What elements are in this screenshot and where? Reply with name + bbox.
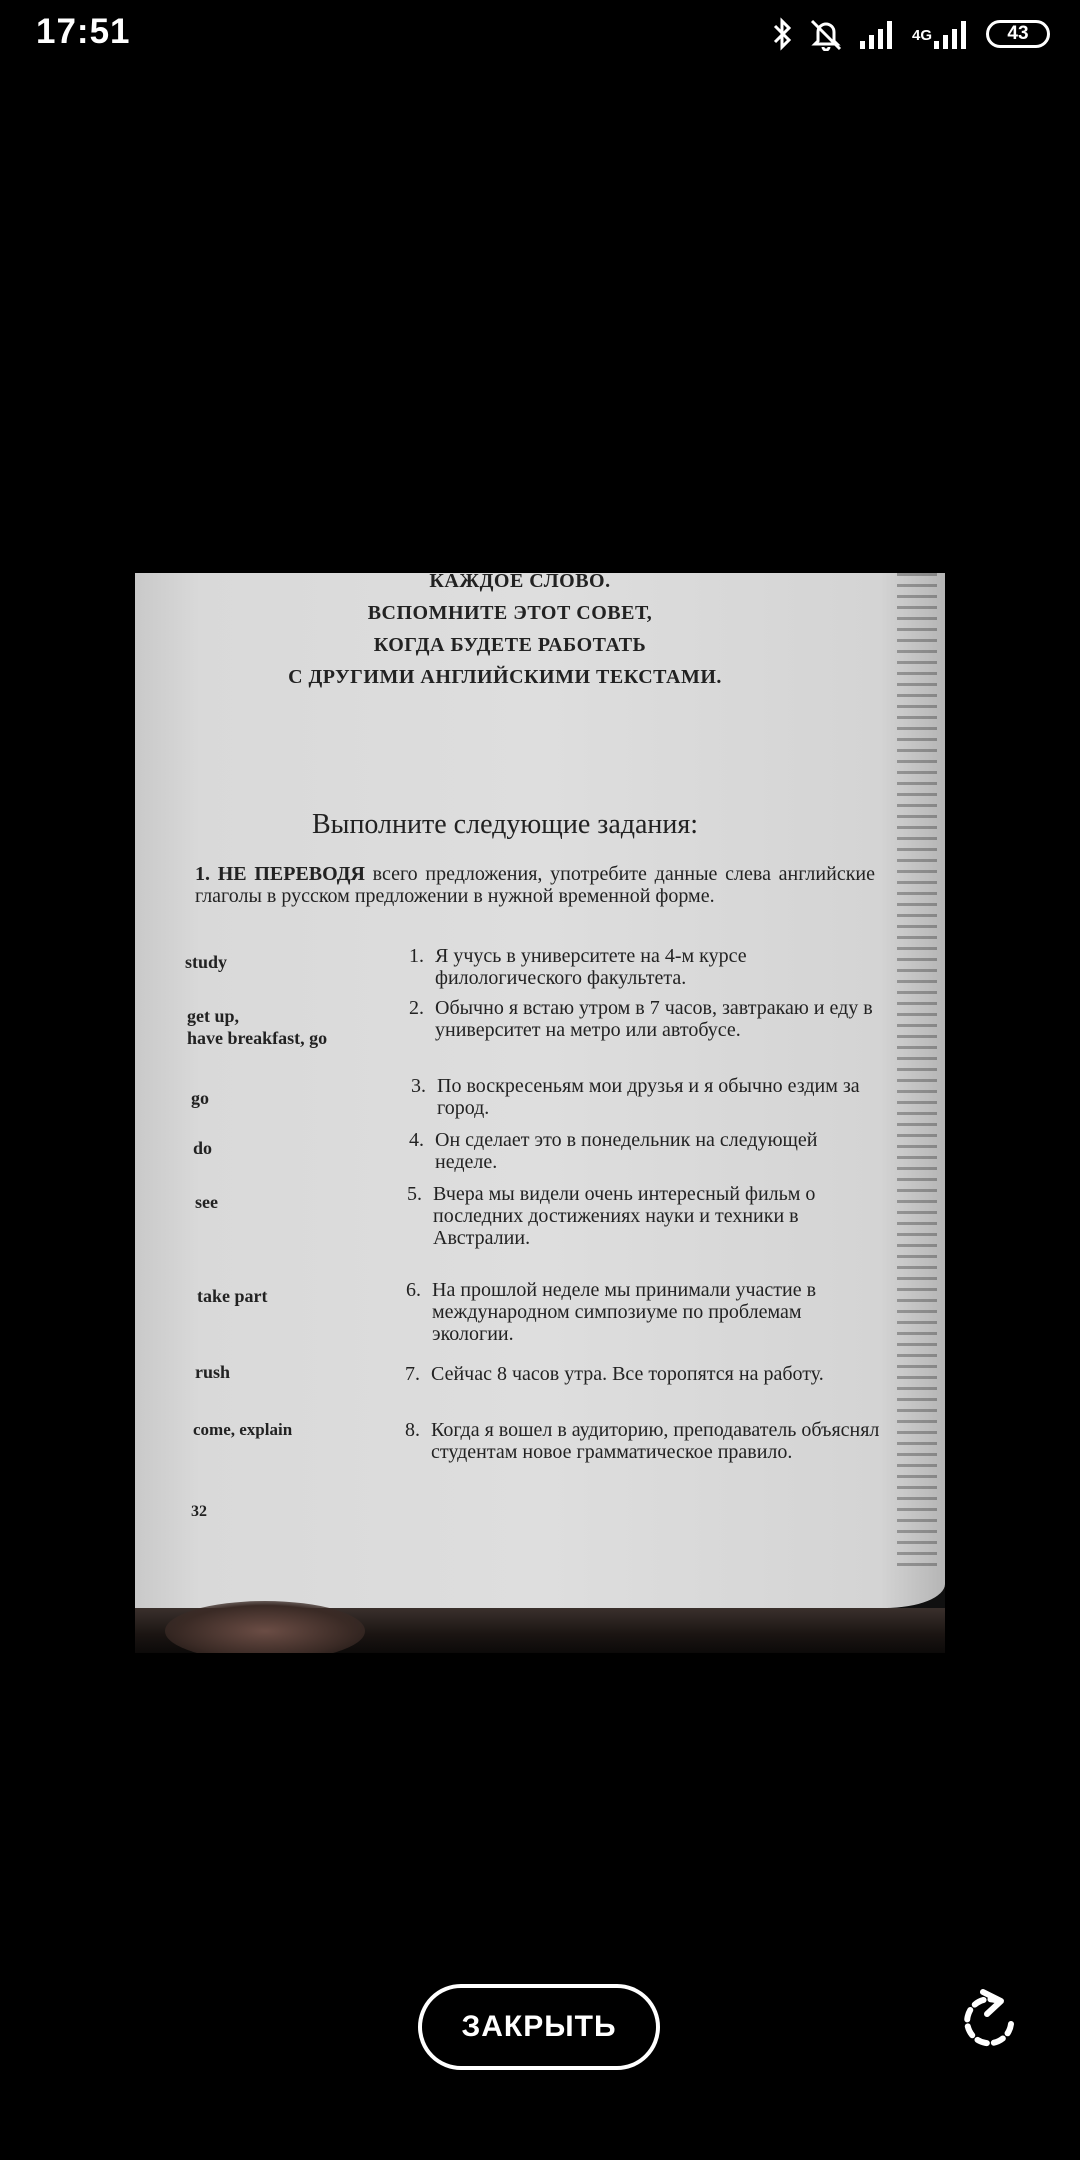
exercise-text: По воскресеньям мои друзья и я обычно ездим за город.	[437, 1075, 860, 1119]
exercise-number: 6.	[406, 1279, 421, 1301]
exercise-number: 7.	[405, 1363, 420, 1385]
task-intro-text: всего предложения, употребите данные слева английские глаголы в русском предложении в нужной временной форме.	[195, 863, 875, 907]
document-page	[135, 573, 945, 1608]
exercise-verb: take part	[197, 1286, 268, 1306]
rotate-icon	[955, 1986, 1025, 2056]
exercise-text: Когда я вошел в аудиторию, преподаватель объяснял студентам новое грамматическое правило.	[431, 1419, 880, 1463]
exercise-sentence	[409, 997, 875, 1041]
advice-block	[215, 573, 855, 693]
network-type-label: 4G	[911, 27, 932, 44]
exercise-verb: see	[195, 1192, 218, 1212]
exercise-text: Вчера мы видели очень интересный фильм о последних достижениях науки и техники в Австралии.	[433, 1183, 816, 1249]
battery-level: 43	[1007, 23, 1029, 44]
exercise-number: 5.	[407, 1183, 422, 1205]
close-button[interactable]: ЗАКРЫТЬ	[418, 1984, 660, 2070]
exercise-verb-line: get up,	[187, 1006, 240, 1026]
exercise-sentence	[405, 1419, 881, 1463]
exercise-text: Я учусь в университете на 4-м курсе филологического факультета.	[435, 945, 747, 989]
exercise-text: Сейчас 8 часов утра. Все торопятся на работу.	[431, 1363, 824, 1385]
exercise-verb: go	[191, 1088, 209, 1108]
signal-4g-group	[912, 19, 972, 49]
task-heading: Выполните следующие задания:	[311, 809, 699, 840]
exercise-verb: rush	[195, 1362, 231, 1382]
signal-4g-icon	[932, 19, 972, 49]
signal-icon	[858, 19, 898, 49]
exercise-number: 1.	[409, 945, 424, 967]
exercise-verb: study	[185, 952, 228, 972]
exercise-sentence	[407, 1183, 887, 1249]
exercise-text: На прошлой неделе мы принимали участие в международном симпозиуме по проблемам экологии.	[432, 1279, 817, 1345]
exercise-text: Он сделает это в понедельник на следующей неделе.	[435, 1129, 818, 1173]
task-intro	[195, 863, 875, 907]
status-time: 17:51	[36, 12, 131, 51]
exercise-number: 4.	[409, 1129, 424, 1151]
exercise-sentence	[411, 1075, 877, 1119]
exercise-verb: do	[193, 1138, 213, 1158]
exercise-sentence	[409, 1129, 877, 1173]
alarm-off-icon	[808, 17, 844, 51]
task-intro-bold: 1. НЕ ПЕРЕВОДЯ	[195, 863, 365, 885]
exercise-text: Обычно я встаю утром в 7 часов, завтракаю и еду в университет на метро или автобусе.	[435, 997, 873, 1041]
page-number: 32	[191, 1503, 207, 1520]
bluetooth-icon	[772, 17, 794, 51]
exercise-verb: come, explain	[193, 1420, 293, 1439]
photo-viewer[interactable]	[135, 573, 945, 1653]
advice-line: КОГДА БУДЕТЕ РАБОТАТЬ	[373, 634, 647, 656]
exercise-sentence	[405, 1363, 887, 1385]
advice-line: ВСПОМНИТЕ ЭТОТ СОВЕТ,	[367, 602, 653, 624]
exercise-number: 2.	[409, 997, 424, 1019]
exercise-verb	[187, 1005, 327, 1049]
exercise-sentence	[406, 1279, 887, 1345]
exercise-sentence	[409, 945, 875, 989]
advice-line: КАЖДОЕ СЛОВО.	[429, 573, 611, 592]
exercise-number: 3.	[411, 1075, 426, 1097]
status-icons	[772, 14, 1050, 54]
finger-shadow	[165, 1601, 365, 1653]
exercise-verb-line: have breakfast, go	[187, 1028, 328, 1048]
exercise-number: 8.	[405, 1419, 420, 1441]
rotate-button[interactable]	[955, 1986, 1025, 2056]
advice-line: С ДРУГИМИ АНГЛИЙСКИМИ ТЕКСТАМИ.	[288, 666, 722, 688]
battery-icon	[986, 20, 1050, 48]
status-bar	[0, 0, 1080, 66]
page-edge-shadow	[897, 573, 937, 1573]
